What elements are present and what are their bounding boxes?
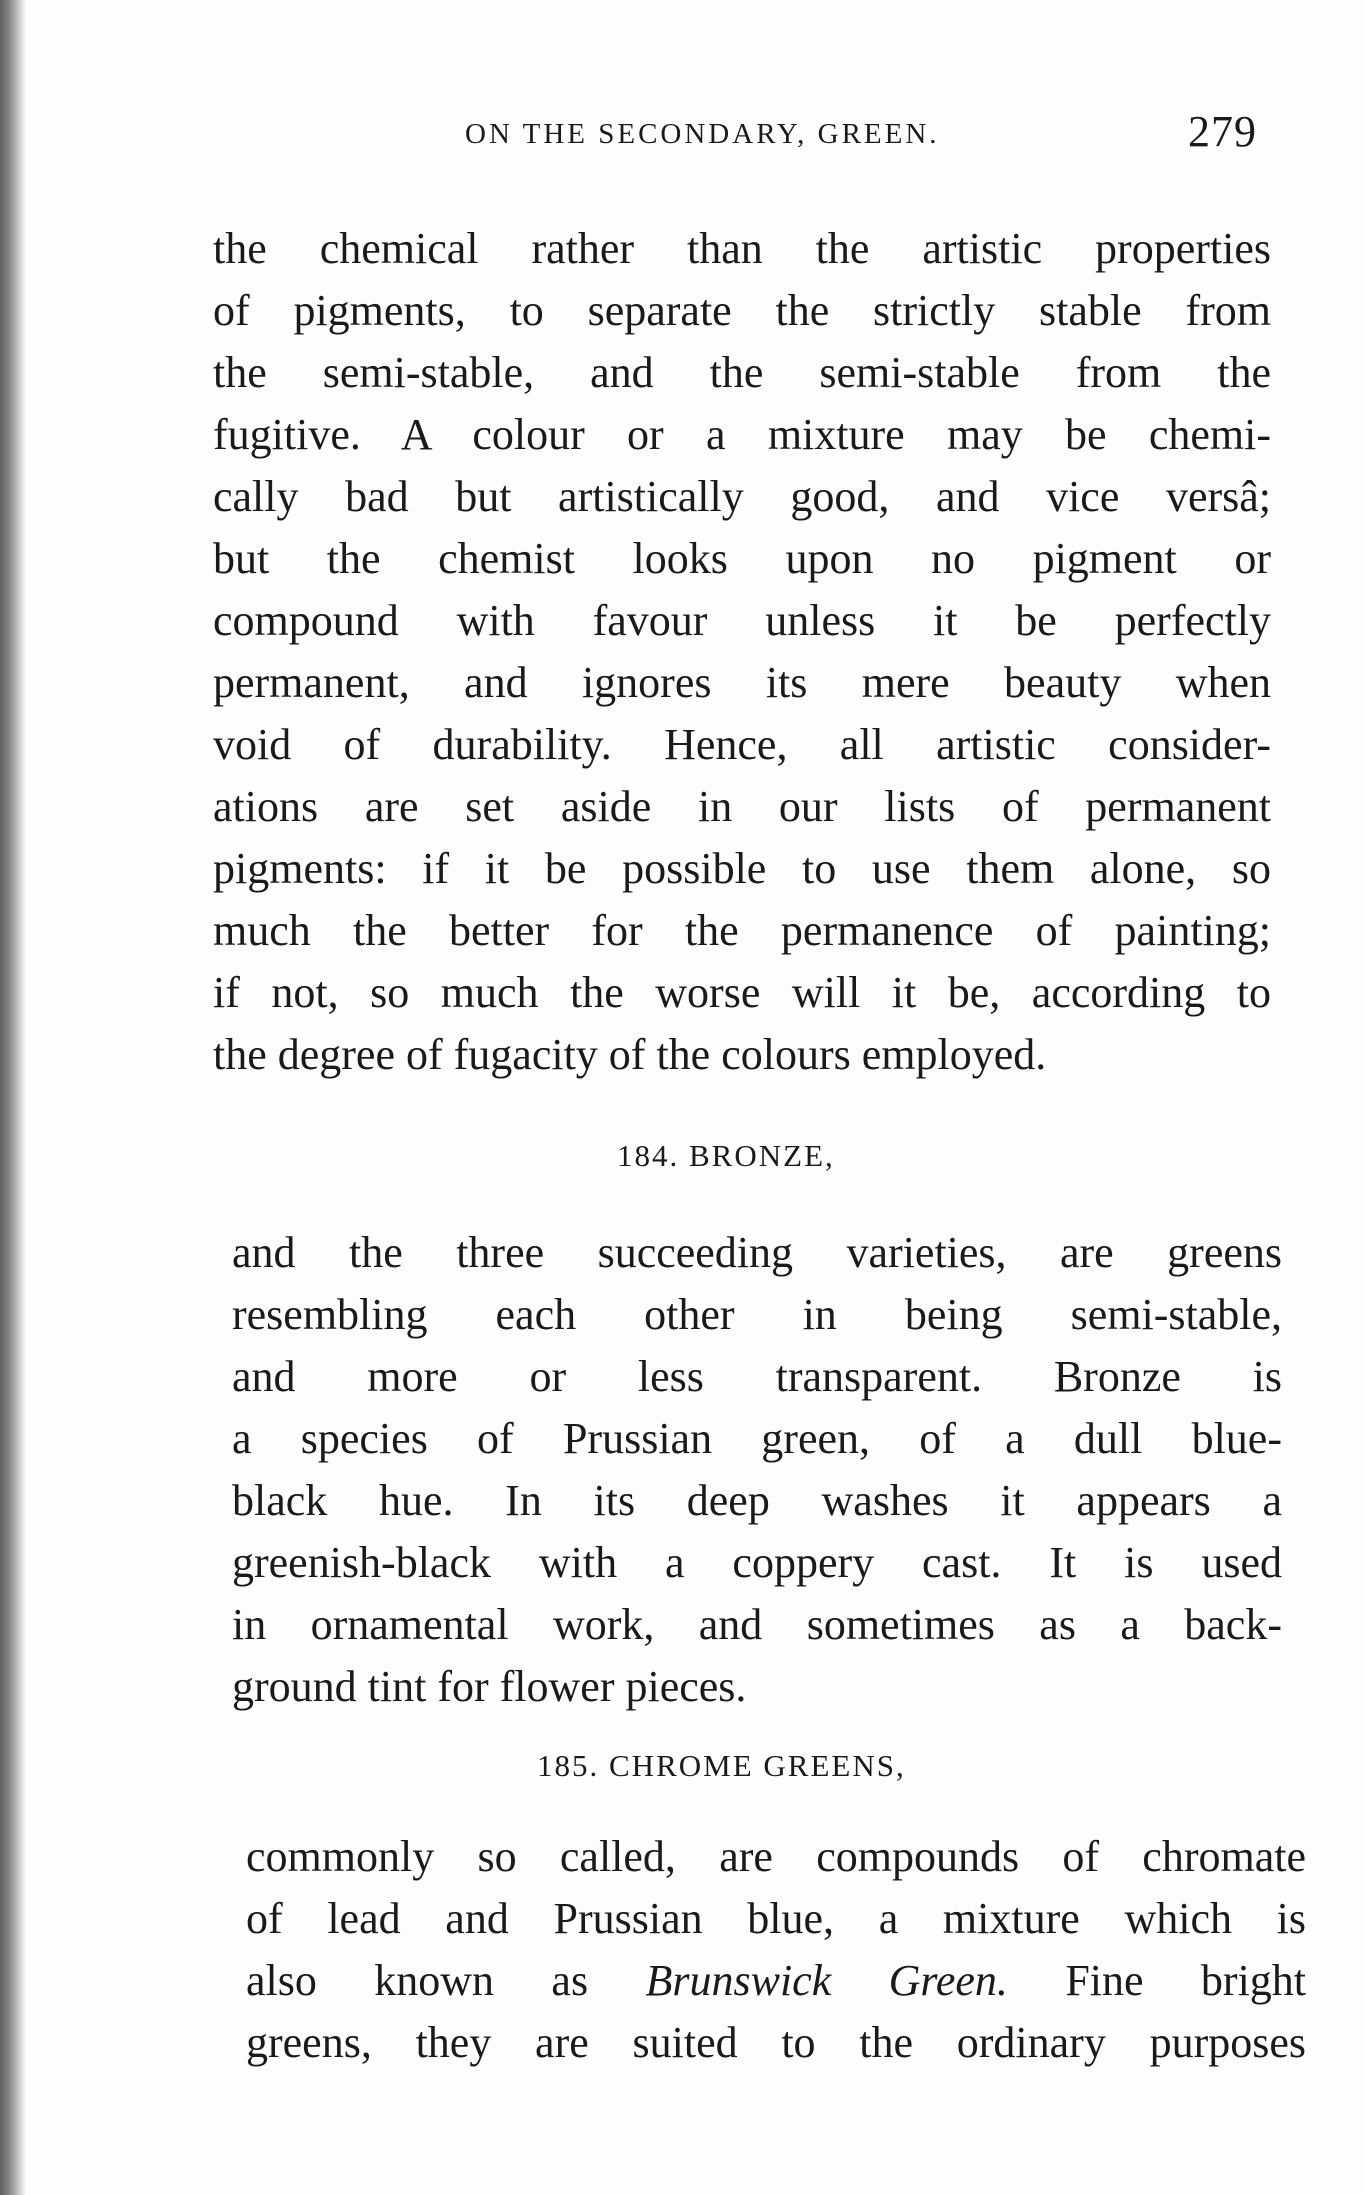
text-line: the chemical rather than the artistic properties xyxy=(213,224,1271,273)
text-line: but the chemist looks upon no pigment or xyxy=(213,534,1271,583)
page-binding-edge xyxy=(0,0,26,2195)
text-line: of lead and Prussian blue, a mixture which is xyxy=(246,1894,1306,1943)
text-line: compound with favour unless it be perfectly xyxy=(213,596,1271,645)
text-line: void of durability. Hence, all artistic consider- xyxy=(213,720,1271,769)
section-heading-chrome-greens: 185. CHROME GREENS, xyxy=(537,1748,906,1783)
text-line: commonly so called, are compounds of chromate xyxy=(246,1832,1306,1881)
text-line: greens, they are suited to the ordinary purposes xyxy=(246,2018,1306,2067)
text-segment: Fine bright xyxy=(1065,1956,1307,2005)
page-number: 279 xyxy=(1188,107,1257,156)
paragraph-bronze xyxy=(232,1222,1282,1718)
text-line: if not, so much the worse will it be, according to xyxy=(213,968,1271,1017)
text-line: much the better for the permanence of painting; xyxy=(213,906,1271,955)
running-head: ON THE SECONDARY, GREEN. xyxy=(465,118,940,150)
text-line: in ornamental work, and sometimes as a back- xyxy=(232,1600,1282,1649)
text-line: cally bad but artistically good, and vice versâ; xyxy=(213,472,1271,521)
text-line: black hue. In its deep washes it appears a xyxy=(232,1476,1282,1525)
text-line: the degree of fugacity of the colours employed. xyxy=(213,1030,1047,1079)
text-line: fugitive. A colour or a mixture may be chemi- xyxy=(213,410,1271,459)
text-line: resembling each other in being semi-stable, xyxy=(232,1290,1282,1339)
text-line-with-italic xyxy=(246,1950,1306,2012)
text-line: and the three succeeding varieties, are greens xyxy=(232,1228,1282,1277)
text-line: of pigments, to separate the strictly stable from xyxy=(213,286,1271,335)
text-line: permanent, and ignores its mere beauty when xyxy=(213,658,1271,707)
text-line: ations are set aside in our lists of permanent xyxy=(213,782,1271,831)
italic-term: Brunswick Green. xyxy=(645,1956,1008,2005)
text-segment: also known as xyxy=(246,1956,589,2005)
text-line: ground tint for flower pieces. xyxy=(232,1662,747,1711)
section-heading-bronze: 184. BRONZE, xyxy=(617,1138,835,1173)
paragraph-continued xyxy=(213,218,1271,1086)
text-line: the semi-stable, and the semi-stable from the xyxy=(213,348,1271,397)
paragraph-chrome-greens xyxy=(246,1826,1306,2074)
text-line: and more or less transparent. Bronze is xyxy=(232,1352,1282,1401)
text-line: greenish-black with a coppery cast. It is used xyxy=(232,1538,1282,1587)
text-line: a species of Prussian green, of a dull blue- xyxy=(232,1414,1282,1463)
text-line: pigments: if it be possible to use them alone, so xyxy=(213,844,1271,893)
